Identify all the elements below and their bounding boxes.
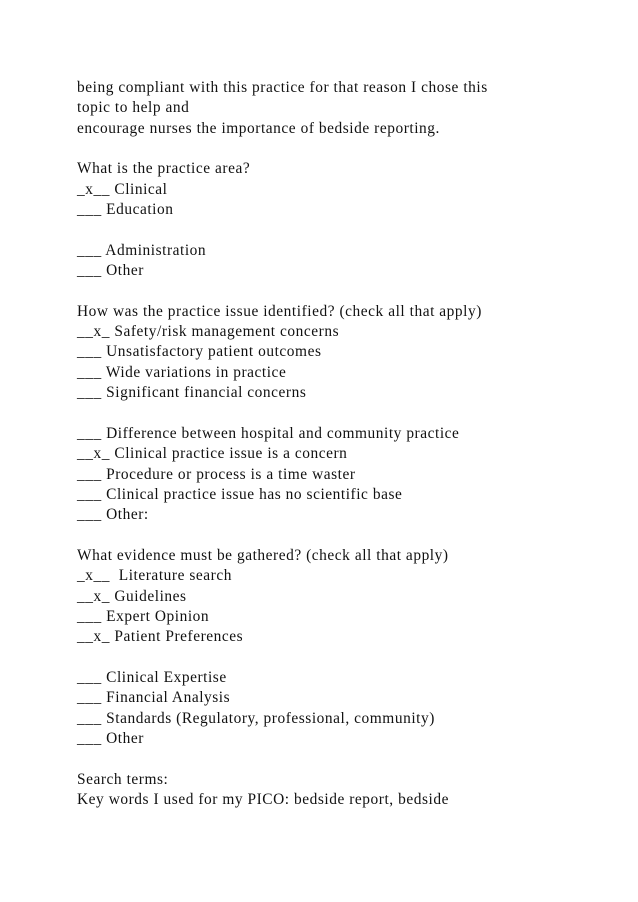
- issue-identified-option: ___ Unsatisfactory patient outcomes: [77, 343, 322, 361]
- practice-area-question: What is the practice area?: [77, 160, 251, 178]
- paragraph-gap: [77, 220, 597, 240]
- issue-identified-option: ___ Wide variations in practice: [77, 363, 287, 381]
- paragraph-gap: [77, 404, 597, 424]
- search-terms-heading: Search terms:: [77, 770, 169, 788]
- issue-identified-option: ___ Clinical practice issue has no scientific base: [77, 485, 403, 503]
- intro-line: topic to help and: [77, 99, 190, 117]
- evidence-option: ___ Clinical Expertise: [77, 668, 227, 686]
- issue-identified-option: __x_ Clinical practice issue is a concern: [77, 445, 348, 463]
- evidence-option: ___ Expert Opinion: [77, 607, 210, 625]
- practice-area-option: ___ Education: [77, 201, 174, 219]
- issue-identified-option: ___ Other:: [77, 506, 149, 524]
- paragraph-gap: [77, 526, 597, 546]
- issue-identified-option: ___ Significant financial concerns: [77, 384, 307, 402]
- issue-identified-option: __x_ Safety/risk management concerns: [77, 323, 340, 341]
- evidence-option: ___ Financial Analysis: [77, 689, 231, 707]
- issue-identified-option: ___ Difference between hospital and community practice: [77, 424, 460, 442]
- issue-identified-question: How was the practice issue identified? (check all that apply): [77, 302, 482, 320]
- paragraph-gap: [77, 281, 597, 301]
- evidence-option: ___ Standards (Regulatory, professional, community): [77, 709, 435, 727]
- evidence-question: What evidence must be gathered? (check all that apply): [77, 546, 449, 564]
- paragraph-gap: [77, 139, 597, 159]
- paragraph-gap: [77, 749, 597, 769]
- intro-line: encourage nurses the importance of bedside reporting.: [77, 119, 440, 137]
- paragraph-gap: [77, 648, 597, 668]
- evidence-option: __x_ Guidelines: [77, 587, 187, 605]
- intro-line: being compliant with this practice for that reason I chose this: [77, 79, 488, 96]
- practice-area-option: ___ Administration: [77, 241, 207, 259]
- practice-area-option: ___ Other: [77, 262, 144, 280]
- document-body: [77, 78, 597, 810]
- evidence-option: ___ Other: [77, 730, 144, 747]
- evidence-option: __x_ Patient Preferences: [77, 628, 244, 646]
- evidence-option: _x__ Literature search: [77, 567, 232, 585]
- issue-identified-option: ___ Procedure or process is a time waster: [77, 465, 356, 483]
- search-keywords: Key words I used for my PICO: bedside report, bedside: [77, 791, 449, 809]
- practice-area-option: _x__ Clinical: [77, 180, 168, 198]
